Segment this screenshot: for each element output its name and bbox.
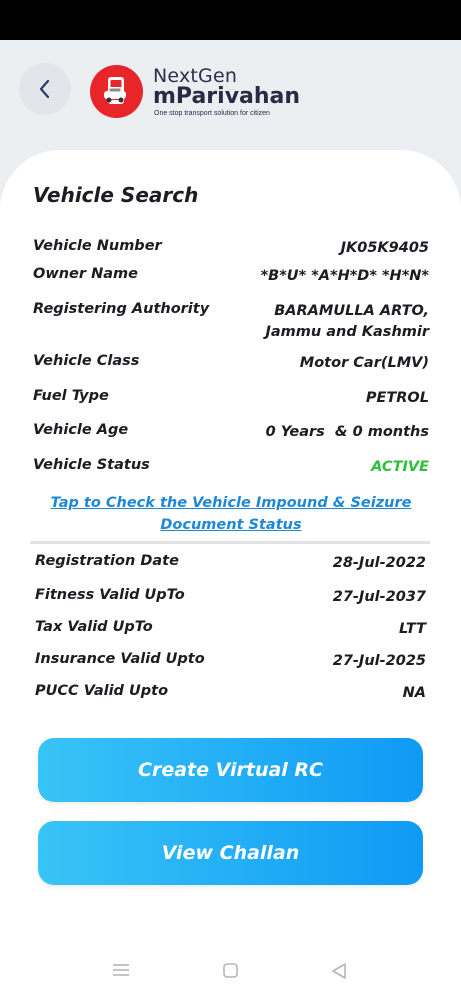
detail-label: Vehicle Status bbox=[33, 457, 150, 473]
status-badge: ACTIVE bbox=[371, 459, 429, 475]
detail-label: Vehicle Number bbox=[33, 238, 162, 254]
back-arrow-icon bbox=[37, 78, 53, 100]
validity-label: Registration Date bbox=[35, 553, 179, 569]
tax-value: LTT bbox=[399, 621, 426, 637]
menu-icon[interactable] bbox=[112, 962, 130, 978]
fuel-type-value: PETROL bbox=[365, 390, 429, 406]
status-bar bbox=[0, 0, 461, 40]
validity-label: Fitness Valid UpTo bbox=[35, 587, 185, 603]
view-challan-button[interactable]: View Challan bbox=[38, 821, 423, 885]
app-header bbox=[0, 40, 461, 160]
validity-label: Tax Valid UpTo bbox=[35, 619, 153, 635]
pucc-value: NA bbox=[402, 685, 426, 701]
nav-back-icon[interactable] bbox=[330, 962, 348, 980]
vehicle-number-value: JK05K9405 bbox=[340, 240, 429, 256]
detail-label: Registering Authority bbox=[33, 301, 210, 317]
system-nav-bar bbox=[0, 940, 461, 1000]
brand-mparivahan: mParivahan bbox=[153, 84, 301, 109]
divider bbox=[30, 541, 430, 544]
registering-authority-value: BARAMULLA ARTO, Jammu and Kashmir bbox=[265, 303, 429, 340]
registration-date-value: 28-Jul-2022 bbox=[332, 555, 426, 571]
home-icon[interactable] bbox=[222, 962, 239, 979]
brand-nextgen: NextGen bbox=[153, 65, 238, 87]
fitness-value: 27-Jul-2037 bbox=[332, 589, 426, 605]
page-title: Vehicle Search bbox=[33, 183, 199, 207]
vehicle-class-value: Motor Car(LMV) bbox=[299, 355, 429, 371]
insurance-value: 27-Jul-2025 bbox=[332, 653, 426, 669]
detail-label: Vehicle Age bbox=[33, 422, 129, 438]
back-button[interactable] bbox=[19, 63, 71, 115]
validity-label: PUCC Valid Upto bbox=[35, 683, 169, 699]
owner-name-value: *B*U* *A*H*D* *H*N* bbox=[260, 268, 429, 284]
vehicle-age-value: 0 Years & 0 months bbox=[265, 424, 429, 440]
impound-status-link[interactable]: Tap to Check the Vehicle Impound & Seizure Document Status bbox=[50, 495, 412, 533]
brand-tagline: One stop transport solution for citizen bbox=[154, 110, 270, 117]
validity-label: Insurance Valid Upto bbox=[35, 651, 205, 667]
detail-label: Vehicle Class bbox=[33, 353, 140, 369]
create-virtual-rc-button[interactable]: Create Virtual RC bbox=[38, 738, 423, 802]
mparivahan-logo-icon bbox=[90, 65, 143, 118]
detail-label: Fuel Type bbox=[33, 388, 109, 404]
detail-label: Owner Name bbox=[33, 266, 138, 282]
